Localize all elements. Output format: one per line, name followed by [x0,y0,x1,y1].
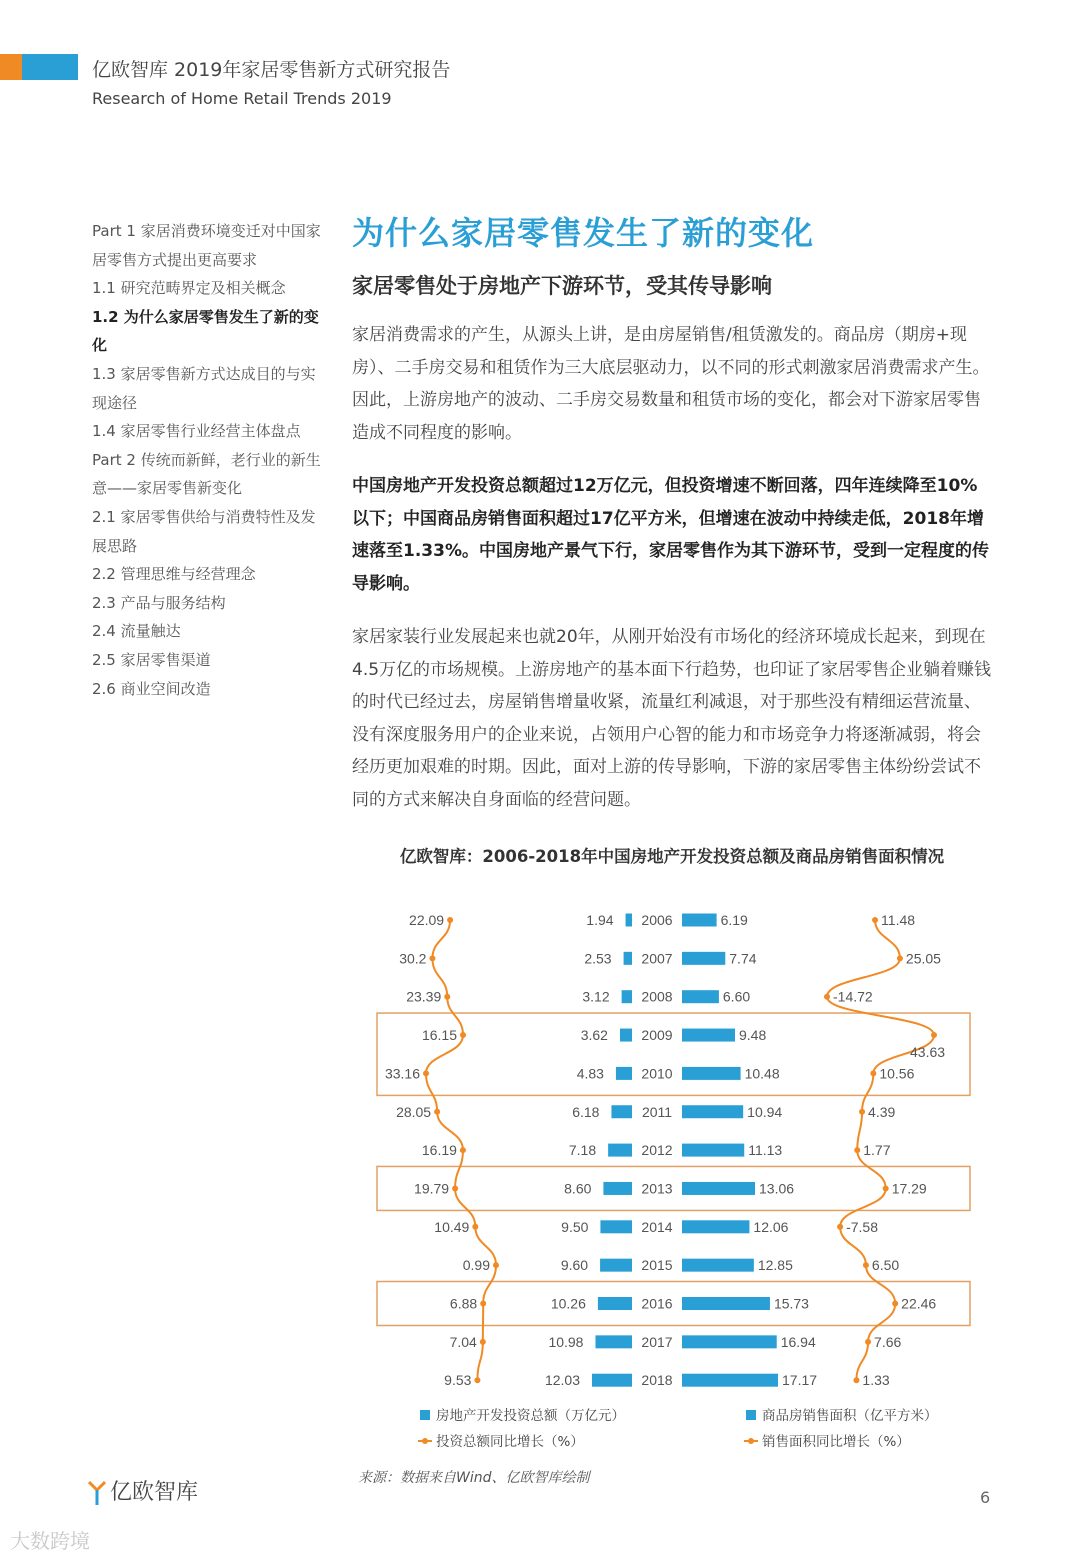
bar-label-sales-area: 7.74 [729,950,757,967]
legend-label: 销售面积同比增长（%） [762,1434,910,1450]
highlight-box [377,1166,970,1210]
bar-label-investment: 10.98 [548,1333,584,1350]
label-sales-area-growth: 4.39 [868,1103,896,1120]
bar-label-investment: 8.60 [564,1180,592,1197]
bar-label-investment: 6.18 [572,1103,600,1120]
bar-investment [624,952,632,965]
year-label: 2007 [641,950,673,967]
legend-swatch-bar [420,1410,430,1420]
legend-label: 投资总额同比增长（%） [436,1434,584,1450]
toc-item[interactable]: 1.1 研究范畴界定及相关概念 [92,279,286,298]
point-sales-area-growth [859,1109,865,1115]
paragraph-2: 中国房地产开发投资总额超过12万亿元，但投资增速不断回落，四年连续降至10%以下；中国商品房销售面积超过17亿平方米，但增速在波动中持续走低，2018年增速落至1.33%。中国房地产景气下行，家居零售作为其下游环节，受到一定程度的传导影响。 [352,476,989,594]
bar-investment [600,1259,632,1272]
label-sales-area-growth: 6.50 [871,1257,900,1274]
label-investment-growth: 16.19 [421,1142,457,1159]
watermark: 大数跨境 [10,1529,90,1553]
point-investment-growth [460,1032,466,1038]
toc-item[interactable]: 2.1 家居零售供给与消费特性及发展思路 [92,507,316,555]
bar-investment [600,1220,632,1233]
year-label: 2011 [641,1103,673,1120]
label-investment-growth: 28.05 [396,1103,432,1120]
label-investment-growth: 16.15 [421,1027,458,1044]
bar-sales-area [682,1182,755,1195]
toc-item[interactable]: 2.6 商业空间改造 [92,679,211,698]
logo-mark-icon [88,1480,106,1506]
bar-label-sales-area: 16.94 [780,1333,816,1350]
toc-item[interactable]: 1.4 家居零售行业经营主体盘点 [92,422,301,441]
toc-item[interactable]: 2.2 管理思维与经营理念 [92,565,256,584]
year-label: 2006 [641,912,673,928]
point-sales-area-growth [863,1262,869,1268]
point-investment-growth [480,1339,486,1345]
label-sales-area-growth: -14.72 [833,988,873,1005]
bar-sales-area [682,1067,741,1080]
year-label: 2010 [641,1065,673,1082]
point-sales-area-growth [865,1339,871,1345]
label-investment-growth: 22.09 [409,912,445,928]
year-label: 2017 [641,1333,673,1350]
legend-label: 房地产开发投资总额（万亿元） [436,1408,625,1424]
bar-label-investment: 9.60 [560,1257,589,1274]
point-sales-area-growth [870,1070,876,1076]
legend-label: 商品房销售面积（亿平方米） [762,1408,938,1424]
bar-sales-area [682,990,719,1003]
highlight-box [377,1013,970,1095]
logo [88,1475,198,1506]
label-investment-growth: 19.79 [414,1180,450,1197]
legend-swatch-marker [748,1438,754,1444]
label-investment-growth: 7.04 [449,1333,477,1350]
bar-label-sales-area: 9.48 [739,1027,767,1044]
bar-label-sales-area: 10.48 [744,1065,780,1082]
label-investment-growth: 0.99 [462,1257,490,1274]
label-sales-area-growth: 11.48 [881,912,916,928]
bar-sales-area [682,1259,754,1272]
bar-sales-area [682,1220,749,1233]
toc-item[interactable]: 2.4 流量触达 [92,622,181,641]
bar-investment [626,914,632,927]
point-investment-growth [447,917,453,923]
toc-item[interactable]: Part 2 传统而新鲜，老行业的新生意——家居零售新变化 [92,450,321,498]
bar-sales-area [682,1105,743,1118]
year-label: 2015 [641,1257,673,1274]
point-sales-area-growth [872,917,878,923]
year-label: 2014 [641,1218,673,1235]
label-sales-area-growth: 1.33 [862,1372,890,1389]
bar-label-sales-area: 15.73 [773,1295,809,1312]
bar-sales-area [682,1335,777,1348]
label-sales-area-growth: 1.77 [863,1142,891,1159]
label-investment-growth: 10.49 [434,1218,470,1235]
report-subtitle: Research of Home Retail Trends 2019 [92,89,392,108]
bar-investment [603,1182,632,1195]
legend-swatch-bar [746,1410,756,1420]
legend-swatch-marker [422,1438,428,1444]
point-investment-growth [452,1185,458,1191]
bar-sales-area [682,1029,735,1042]
bar-investment [622,990,632,1003]
toc-item[interactable]: Part 1 家居消费环境变迁对中国家居零售方式提出更高要求 [92,222,321,269]
point-sales-area-growth [853,1377,859,1383]
bar-label-investment: 3.62 [580,1027,608,1044]
bar-label-investment: 4.83 [576,1065,604,1082]
bar-label-sales-area: 6.60 [722,988,751,1005]
toc-item[interactable]: 2.5 家居零售渠道 [92,650,211,669]
report-title: 亿欧智库 2019年家居零售新方式研究报告 [92,59,451,81]
point-sales-area-growth [883,1185,889,1191]
bar-label-investment: 7.18 [568,1142,597,1159]
bar-investment [616,1067,632,1080]
point-investment-growth [493,1262,499,1268]
label-sales-area-growth: 43.63 [910,1044,946,1061]
label-sales-area-growth: 17.29 [891,1180,927,1197]
point-investment-growth [423,1070,429,1076]
bar-sales-area [682,914,717,927]
bar-investment [595,1335,632,1348]
point-investment-growth [434,1109,440,1115]
point-investment-growth [460,1147,466,1153]
bar-label-sales-area: 12.85 [757,1257,793,1274]
point-investment-growth [429,955,435,961]
point-sales-area-growth [854,1147,860,1153]
toc-item[interactable]: 2.3 产品与服务结构 [92,593,226,612]
logo-text: 亿欧智库 [110,1480,199,1505]
label-sales-area-growth: -7.58 [846,1218,879,1235]
paragraph-3: 家居家装行业发展起来也就20年，从刚开始没有市场化的经济环境成长起来，到现在4.5万亿的市场规模。上游房地产的基本面下行趋势，也印证了家居零售企业躺着赚钱的时代已经过去，房屋销售增量收紧，流量红利减退，对于那些没有精细运营流量、没有深度服务用户的企业来说，占领用户心智的能力和市场竞争力将逐渐减弱，将会经历更加艰难的时期。因此，面对上游的传导影响，下游的家居零售主体纷纷尝试不同的方式来解决自身面临的经营问题。 [352,627,992,810]
bar-label-investment: 10.26 [550,1295,586,1312]
point-sales-area-growth [892,1301,898,1307]
page-number: 6 [980,1488,991,1507]
bar-label-sales-area: 11.13 [748,1142,783,1159]
bar-label-investment: 2.53 [584,950,612,967]
point-investment-growth [480,1301,486,1307]
point-sales-area-growth [824,994,830,1000]
point-investment-growth [474,1377,480,1383]
label-sales-area-growth: 25.05 [905,950,941,967]
label-sales-area-growth: 7.66 [874,1333,902,1350]
label-investment-growth: 9.53 [444,1372,472,1389]
point-investment-growth [444,994,450,1000]
bar-sales-area [682,1374,778,1387]
label-sales-area-growth: 22.46 [901,1295,937,1312]
year-label: 2012 [641,1142,673,1159]
bar-label-sales-area: 17.17 [782,1372,818,1389]
year-label: 2009 [641,1027,673,1044]
bar-investment [592,1374,632,1387]
bar-sales-area [682,952,725,965]
paragraph-1: 家居消费需求的产生，从源头上讲，是由房屋销售/租赁激发的。商品房（期房+现房）、二手房交易和租赁作为三大底层驱动力，以不同的形式刺激家居消费需求产生。因此，上游房地产的波动、二手房交易数量和租赁市场的变化，都会对下游家居零售造成不同程度的影响。 [352,325,990,443]
year-label: 2008 [641,988,673,1005]
point-sales-area-growth [837,1224,843,1230]
bar-sales-area [682,1144,744,1157]
bar-label-investment: 1.94 [586,912,614,928]
label-investment-growth: 23.39 [406,988,442,1005]
page-title: 为什么家居零售发生了新的变化 [352,214,815,252]
bar-label-investment: 3.12 [582,988,610,1005]
point-sales-area-growth [897,955,903,961]
point-sales-area-growth [931,1032,937,1038]
point-investment-growth [472,1224,478,1230]
label-investment-growth: 30.2 [399,950,427,967]
year-label: 2016 [641,1295,673,1312]
toc-item[interactable]: 1.3 家居零售新方式达成目的与实现途径 [92,364,316,412]
bar-label-investment: 12.03 [544,1372,580,1389]
bar-investment [620,1029,632,1042]
label-investment-growth: 6.88 [449,1295,478,1312]
label-sales-area-growth: 10.56 [879,1065,915,1082]
bar-label-sales-area: 12.06 [753,1218,789,1235]
chart-title: 亿欧智库：2006-2018年中国房地产开发投资总额及商品房销售面积情况 [399,847,945,866]
bar-investment [611,1105,632,1118]
toc-item[interactable]: 1.2 为什么家居零售发生了新的变化 [92,307,319,355]
bar-sales-area [682,1297,770,1310]
bar-investment [608,1144,632,1157]
bar-investment [598,1297,632,1310]
bar-label-sales-area: 10.94 [747,1103,783,1120]
label-investment-growth: 33.16 [384,1065,420,1082]
year-label: 2018 [641,1372,673,1389]
source-note: 来源：数据来自Wind、亿欧智库绘制 [358,1470,590,1486]
section-subtitle: 家居零售处于房地产下游环节，受其传导影响 [352,274,772,298]
bar-label-investment: 9.50 [561,1218,589,1235]
bar-label-sales-area: 6.19 [720,912,748,928]
bar-label-sales-area: 13.06 [759,1180,795,1197]
year-label: 2013 [641,1180,673,1197]
